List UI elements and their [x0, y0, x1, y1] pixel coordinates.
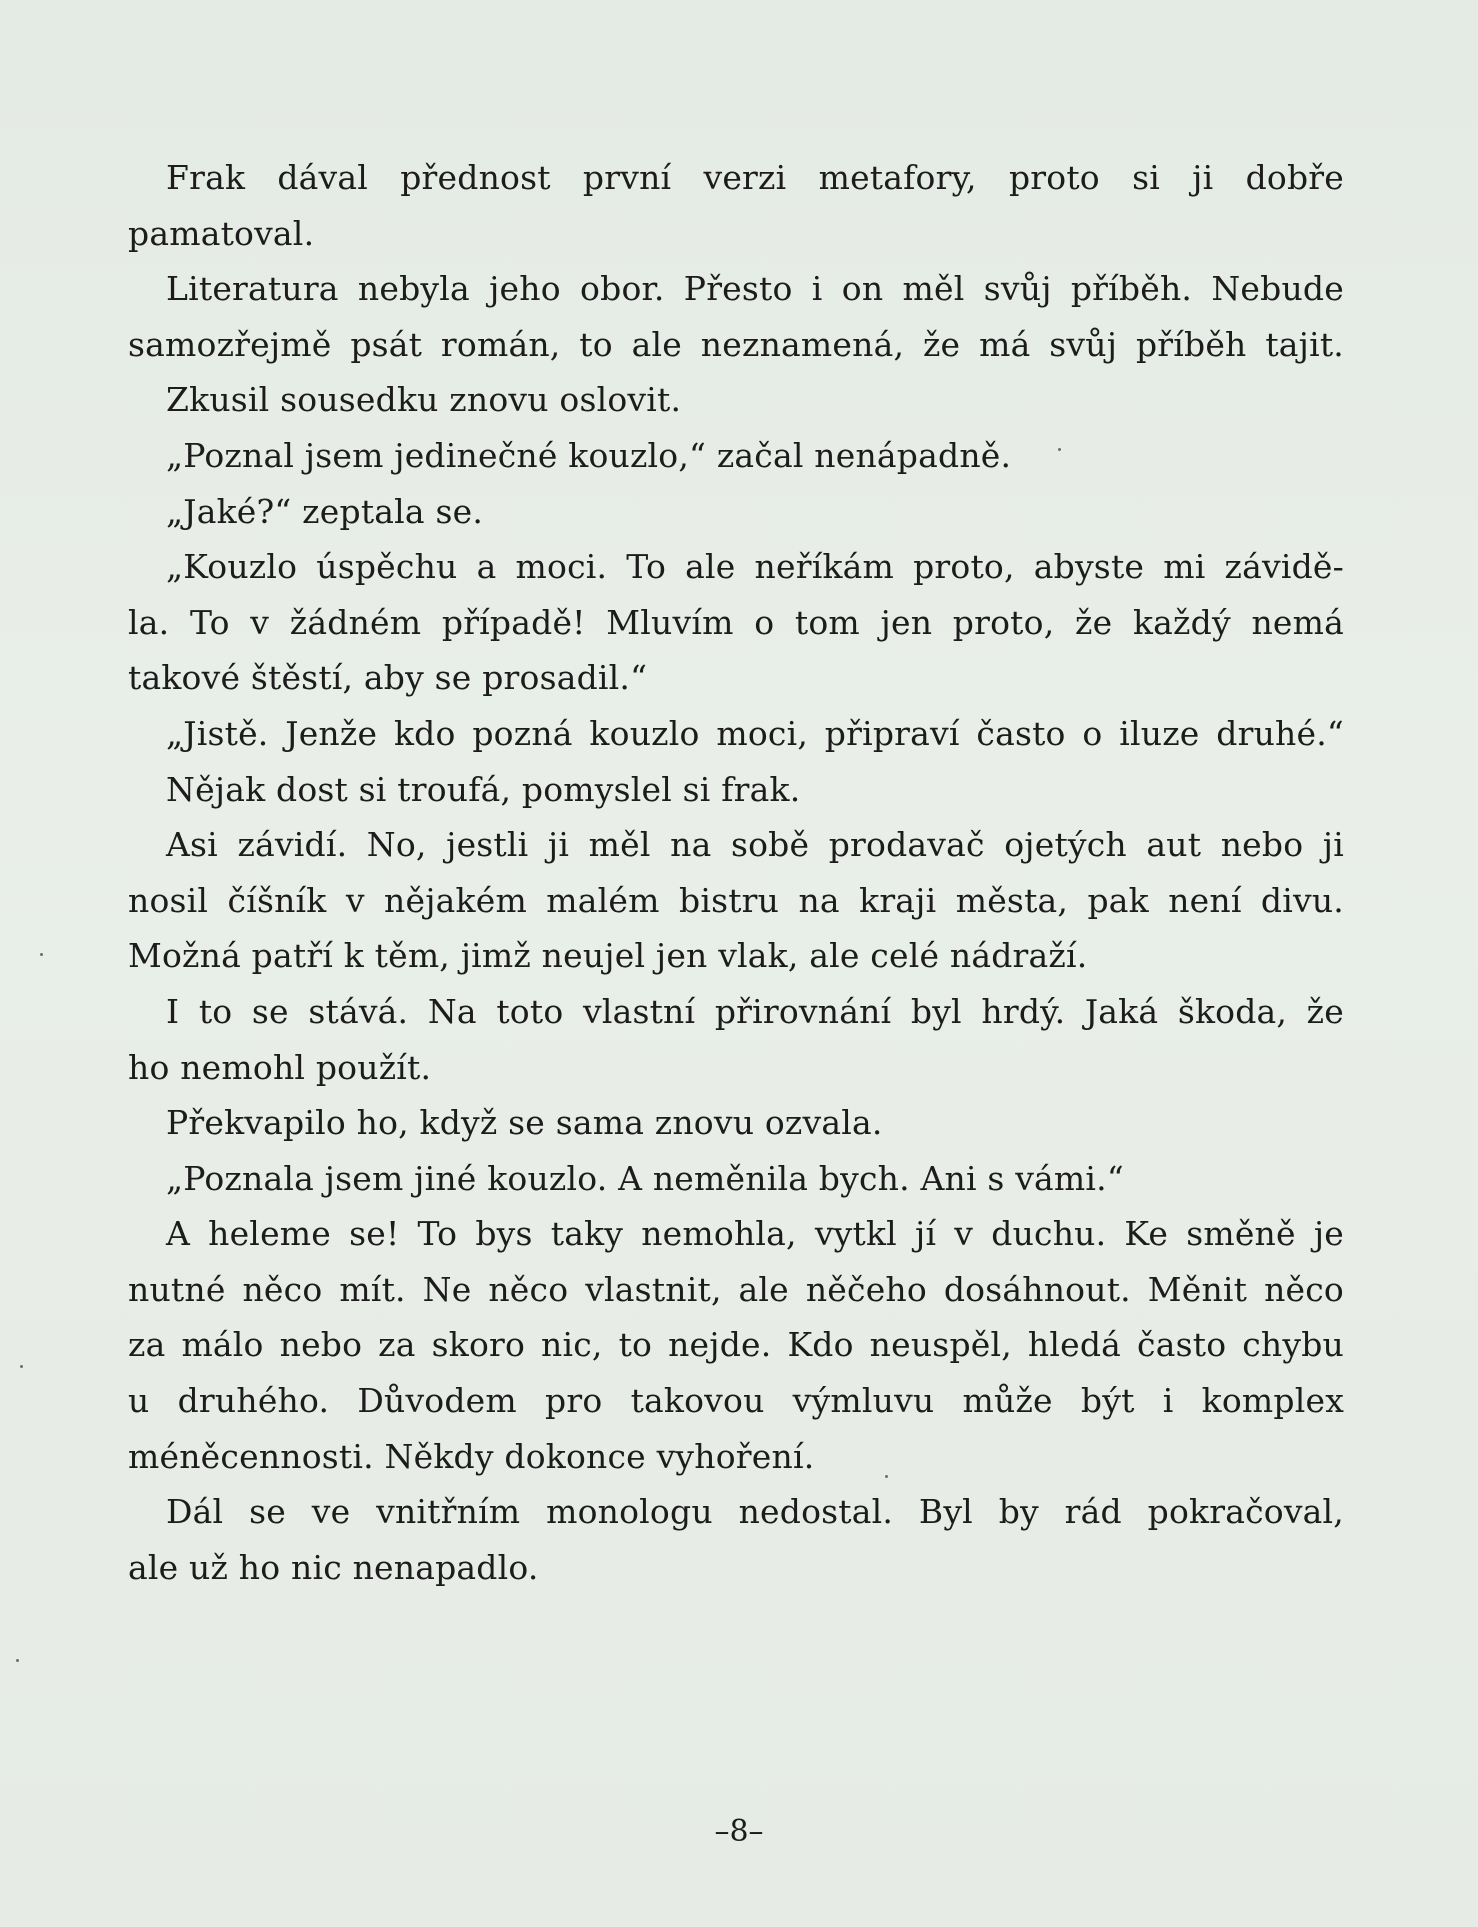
text-line: Dál se ve vnitřním monologu nedostal. Byl by rád pokračoval, [166, 1492, 1344, 1532]
page-number: –8– [714, 1814, 764, 1849]
text-line: Frak dával přednost první verzi metafory, proto si ji dobře [166, 158, 1344, 197]
text-line: la. To v žádném případě! Mluvím o tom jen proto, že každý nemá [128, 602, 1344, 642]
paper-speck [40, 953, 43, 956]
paper-speck [20, 1365, 23, 1368]
text-line: „Poznal jsem jedinečné kouzlo,“ začal nenápadně. [166, 435, 1012, 475]
text-line: „Kouzlo úspěchu a moci. To ale neříkám proto, abyste mi závidě- [166, 547, 1344, 587]
text-line: nutné něco mít. Ne něco vlastnit, ale něčeho dosáhnout. Měnit něco [128, 1269, 1344, 1309]
text-line: „Poznala jsem jiné kouzlo. A neměnila bych. Ani s vámi.“ [166, 1158, 1124, 1198]
text-line: ho nemohl použít. [128, 1047, 432, 1087]
text-line: A heleme se! To bys taky nemohla, vytkl jí v duchu. Ke směně je [166, 1214, 1344, 1254]
paper-speck [1058, 448, 1061, 451]
text-line: Literatura nebyla jeho obor. Přesto i on měl svůj příběh. Nebude [166, 269, 1344, 309]
text-line: Zkusil sousedku znovu oslovit. [166, 380, 682, 420]
text-line: nosil číšník v nějakém malém bistru na kraji města, pak není divu. [128, 880, 1344, 920]
text-line: Možná patří k těm, jimž neujel jen vlak, ale celé nádraží. [128, 936, 1088, 976]
text-line: I to se stává. Na toto vlastní přirovnání byl hrdý. Jaká škoda, že [166, 991, 1344, 1031]
text-line: ale už ho nic nenapadlo. [128, 1547, 539, 1587]
text-line: u druhého. Důvodem pro takovou výmluvu může být i komplex [128, 1381, 1344, 1421]
text-line: takové štěstí, aby se prosadil.“ [128, 658, 648, 698]
body-text [128, 150, 1344, 1595]
text-line: „Jistě. Jenže kdo pozná kouzlo moci, připraví často o iluze druhé.“ [166, 713, 1344, 753]
text-line: méněcennosti. Někdy dokonce vyhoření. [128, 1436, 815, 1476]
text-line: pamatoval. [128, 213, 315, 253]
text-line: samozřejmě psát román, to ale neznamená, že má svůj příběh tajit. [128, 324, 1344, 364]
text-line: Nějak dost si troufá, pomyslel si frak. [166, 769, 801, 809]
text-line: Asi závidí. No, jestli ji měl na sobě prodavač ojetých aut nebo ji [166, 825, 1344, 865]
paper-speck [885, 1475, 888, 1478]
paper-speck [16, 1659, 19, 1662]
text-line: za málo nebo za skoro nic, to nejde. Kdo neuspěl, hledá často chybu [128, 1325, 1344, 1365]
text-line: Překvapilo ho, když se sama znovu ozvala. [166, 1103, 883, 1143]
text-line: „Jaké?“ zeptala se. [166, 491, 484, 531]
